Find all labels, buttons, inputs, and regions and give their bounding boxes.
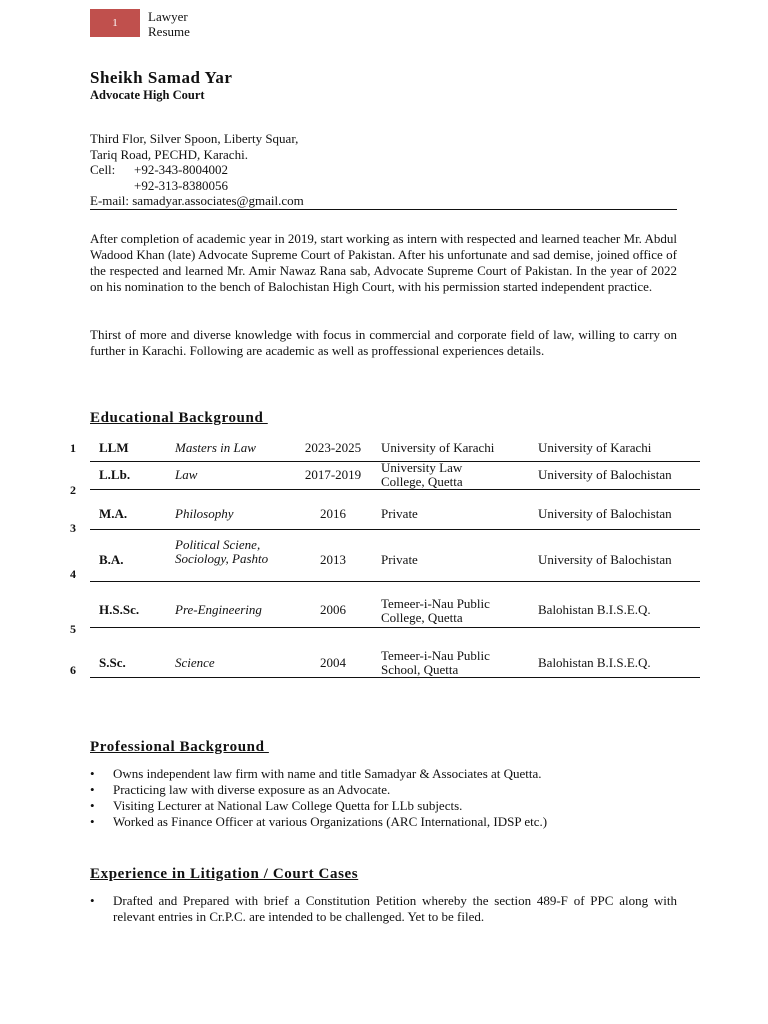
list-item: • Visiting Lecturer at National Law College Quetta for LLb subjects.	[90, 798, 463, 813]
year-cell: 2016	[320, 506, 346, 521]
row-number: 4	[70, 567, 76, 581]
subject-cell: Law	[175, 467, 198, 482]
degree-cell: LLM	[99, 440, 129, 455]
year-cell: 2023-2025	[304, 440, 362, 455]
table-row-divider	[90, 529, 700, 530]
table-row-divider	[90, 581, 700, 582]
list-item: • Worked as Finance Officer at various Organizations (ARC International, IDSP etc.)	[90, 814, 548, 829]
document-label-line2: Resume	[148, 24, 190, 39]
address-line-2: Tariq Road, PECHD, Karachi.	[90, 146, 248, 162]
email-line: E-mail: samadyar.associates@gmail.com	[90, 193, 304, 208]
institute-cell: University of Karachi	[381, 440, 495, 455]
bullet-icon: •	[90, 782, 95, 797]
subject-cell: Philosophy	[175, 506, 234, 521]
litigation-heading: Experience in Litigation / Court Cases	[90, 866, 359, 882]
intro-paragraph-2: Thirst of more and diverse knowledge with focus in commercial and corporate field of law, willing to carry on further in Karachi. Following are academic as well as proffessional experiences details.	[90, 327, 677, 358]
candidate-name: Sheikh Samad Yar	[90, 68, 233, 87]
list-item: • Drafted and Prepared with brief a Constitution Petition whereby the section 489-F of PPC along with relevant entries in Cr.P.C. are intended to be challenged. Yet to be filed.	[90, 893, 677, 924]
degree-cell: L.Lb.	[99, 467, 131, 482]
year-cell: 2006	[320, 602, 346, 617]
candidate-title: Advocate High Court	[90, 88, 205, 102]
cell-number-1: +92-343-8004002	[134, 162, 228, 177]
header-divider	[90, 209, 677, 210]
board-cell: University of Balochistan	[538, 506, 672, 521]
litigation-list	[90, 893, 677, 925]
document-label-line1: Lawyer	[148, 9, 188, 24]
cell-label: Cell:	[90, 162, 116, 177]
subject-cell: Science	[175, 655, 215, 670]
institute-cell: Temeer-i-Nau Public School, Quetta	[381, 648, 490, 677]
cell-row-2	[90, 178, 304, 194]
degree-cell: B.A.	[99, 552, 124, 567]
intro-paragraph-1: After completion of academic year in 2019, start working as intern with respected and learned teacher Mr. Abdul Wadood Khan (late) Advocate Supreme Court of Pakistan. After his unfortunate and sad demise, joined office of the respected and learned Mr. Amir Nawaz Rana sab, Advocate Supreme Court of Pakistan. In the year of 2022 on his nomination to the bench of Balochistan High Court, with his permission started independent practice.	[90, 231, 677, 294]
row-number: 1	[70, 441, 76, 455]
degree-cell: M.A.	[99, 506, 128, 521]
page-number-badge: 1	[90, 9, 140, 37]
board-cell: Balohistan B.I.S.E.Q.	[538, 655, 651, 670]
institute-cell: University Law College, Quetta	[381, 460, 463, 489]
degree-cell: H.S.Sc.	[99, 602, 140, 617]
year-cell: 2017-2019	[304, 467, 362, 482]
board-cell: Balohistan B.I.S.E.Q.	[538, 602, 651, 617]
row-number: 6	[70, 663, 76, 677]
table-row-divider	[90, 677, 700, 678]
cell-row	[90, 162, 304, 178]
board-cell: University of Karachi	[538, 440, 652, 455]
table-row-divider	[90, 489, 700, 490]
year-cell: 2013	[320, 552, 346, 567]
professional-heading: Professional Background	[90, 739, 269, 755]
professional-list	[90, 766, 677, 830]
bullet-icon: •	[90, 893, 95, 908]
row-number: 5	[70, 622, 76, 636]
degree-cell: S.Sc.	[99, 655, 126, 670]
document-label	[148, 9, 190, 39]
list-item: • Practicing law with diverse exposure as an Advocate.	[90, 782, 391, 797]
subject-cell: Political Sciene, Sociology, Pashto	[175, 537, 269, 566]
list-item: • Owns independent law firm with name and title Samadyar & Associates at Quetta.	[90, 766, 542, 781]
bullet-icon: •	[90, 814, 95, 829]
row-number: 2	[70, 483, 76, 497]
subject-cell: Masters in Law	[175, 440, 256, 455]
table-row-divider	[90, 627, 700, 628]
institute-cell: Private	[381, 552, 418, 567]
address-line-1: Third Flor, Silver Spoon, Liberty Squar,	[90, 131, 299, 146]
row-number: 3	[70, 521, 76, 535]
board-cell: University of Balochistan	[538, 467, 672, 482]
bullet-icon: •	[90, 798, 95, 813]
institute-cell: Private	[381, 506, 418, 521]
subject-cell: Pre-Engineering	[175, 602, 262, 617]
bullet-icon: •	[90, 766, 95, 781]
contact-block	[90, 131, 304, 209]
board-cell: University of Balochistan	[538, 552, 672, 567]
institute-cell: Temeer-i-Nau Public College, Quetta	[381, 596, 490, 625]
year-cell: 2004	[320, 655, 346, 670]
cell-number-2: +92-313-8380056	[134, 177, 228, 193]
education-heading: Educational Background	[90, 410, 268, 426]
